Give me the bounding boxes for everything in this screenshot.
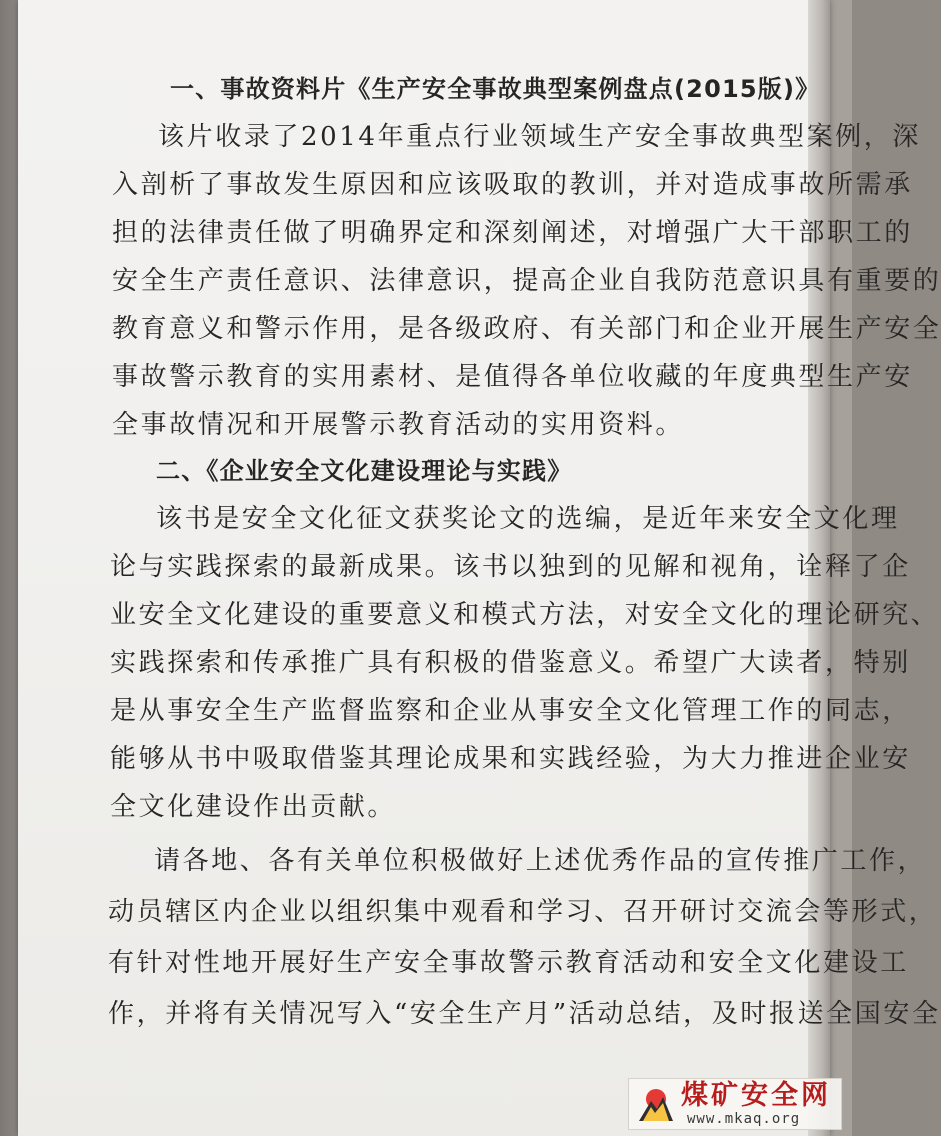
document-page	[18, 0, 941, 1136]
watermark-title: 煤矿安全网	[681, 1080, 831, 1111]
paragraph-1-line: 担的法律责任做了明确界定和深刻阐述，对增强广大干部职工的	[112, 218, 913, 248]
paragraph-2-line: 全文化建设作出贡献。	[110, 792, 397, 822]
paragraph-2-line: 业安全文化建设的重要意义和模式方法，对安全文化的理论研究、	[110, 600, 940, 630]
site-watermark	[628, 1078, 842, 1130]
paragraph-1-line: 安全生产责任意识、法律意识，提高企业自我防范意识具有重要的	[112, 266, 941, 296]
section-heading-2: 二、《企业安全文化建设理论与实践》	[156, 457, 573, 485]
paragraph-3-line: 作，并将有关情况写入“安全生产月”活动总结，及时报送全国安全	[108, 999, 941, 1029]
paragraph-2-line: 是从事安全生产监督监察和企业从事安全文化管理工作的同志，	[110, 696, 911, 726]
paragraph-1-line: 事故警示教育的实用素材、是值得各单位收藏的年度典型生产安	[112, 362, 913, 392]
paragraph-2-line: 实践探索和传承推广具有积极的借鉴意义。希望广大读者，特别	[110, 648, 911, 678]
paragraph-2-line: 能够从书中吸取借鉴其理论成果和实践经验，为大力推进企业安	[110, 744, 911, 774]
paragraph-3-line: 有针对性地开展好生产安全事故警示教育活动和安全文化建设工	[108, 948, 909, 978]
paragraph-3-line: 动员辖区内企业以组织集中观看和学习、召开研讨交流会等形式，	[108, 897, 938, 927]
mountain-sun-logo-icon	[635, 1083, 677, 1125]
paragraph-1-line: 教育意义和警示作用，是各级政府、有关部门和企业开展生产安全	[112, 314, 941, 344]
watermark-url: www.mkaq.org	[687, 1111, 801, 1127]
paragraph-3-line: 请各地、各有关单位积极做好上述优秀作品的宣传推广工作，	[154, 846, 927, 876]
section-heading-1: 一、事故资料片《生产安全事故典型案例盘点(2015版)》	[170, 75, 821, 103]
paragraph-1-line: 入剖析了事故发生原因和应该吸取的教训，并对造成事故所需承	[112, 170, 913, 200]
paragraph-1-line: 该片收录了2014年重点行业领域生产安全事故典型案例，深	[158, 122, 921, 152]
paragraph-2-line: 论与实践探索的最新成果。该书以独到的见解和视角，诠释了企	[110, 552, 911, 582]
paragraph-1-line: 全事故情况和开展警示教育活动的实用资料。	[112, 410, 685, 440]
paragraph-2-line: 该书是安全文化征文获奖论文的选编，是近年来安全文化理	[156, 504, 900, 534]
